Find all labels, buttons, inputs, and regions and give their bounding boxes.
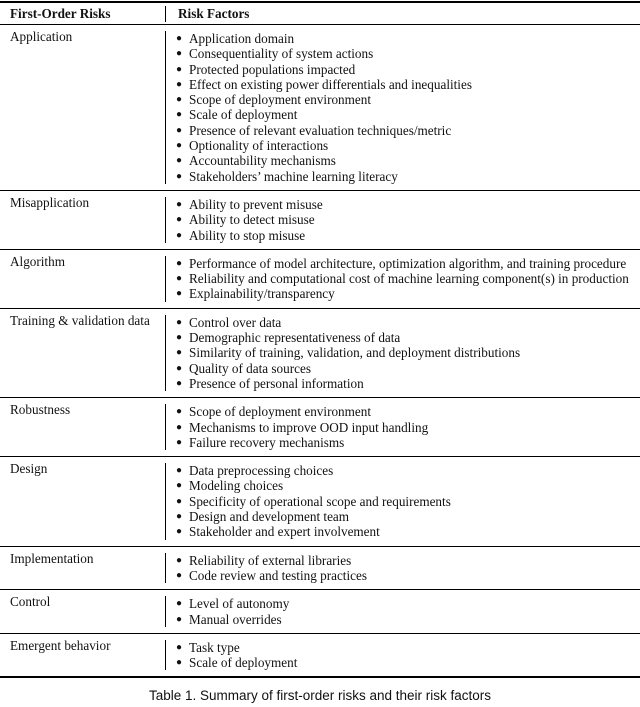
factor-text: Failure recovery mechanisms [189, 434, 345, 450]
list-item [176, 524, 451, 539]
factor-text: Control over data [189, 314, 282, 330]
list-item [176, 612, 289, 627]
list-item [176, 315, 520, 330]
risk-name: Algorithm [10, 253, 65, 269]
table-row [0, 590, 640, 634]
factor-text: Stakeholders’ machine learning literacy [189, 168, 398, 184]
table-row [0, 634, 640, 679]
list-item [176, 553, 367, 568]
bullet-icon: ● [176, 377, 183, 389]
bullet-icon: ● [176, 465, 183, 477]
list-item [176, 107, 472, 122]
risk-factors-list [165, 463, 451, 539]
factor-text: Reliability of external libraries [189, 552, 352, 568]
table-row [0, 191, 640, 250]
list-item [176, 62, 472, 77]
bullet-icon: ● [176, 229, 183, 241]
factor-text: Performance of model architecture, optimization algorithm, and training procedure [189, 255, 627, 271]
list-item [176, 330, 520, 345]
risk-factors-list [165, 256, 629, 302]
risk-name: Misapplication [10, 194, 90, 210]
bullet-icon: ● [176, 362, 183, 374]
factor-text: Scope of deployment environment [189, 404, 372, 420]
factor-text: Protected populations impacted [189, 61, 356, 77]
bullet-icon: ● [176, 124, 183, 136]
factor-text: Level of autonomy [189, 596, 290, 612]
factor-text: Optionality of interactions [189, 138, 329, 154]
bullet-icon: ● [176, 109, 183, 121]
bullet-icon: ● [176, 421, 183, 433]
bullet-icon: ● [176, 140, 183, 152]
bullet-icon: ● [176, 347, 183, 359]
bullet-icon: ● [176, 316, 183, 328]
factor-text: Code review and testing practices [189, 567, 367, 583]
bullet-icon: ● [176, 63, 183, 75]
factor-text: Explainability/transparency [189, 286, 335, 302]
risk-factors-list [165, 197, 323, 243]
risk-name: Design [10, 461, 48, 477]
factor-text: Modeling choices [189, 478, 284, 494]
bullet-icon: ● [176, 78, 183, 90]
factor-text: Consequentiality of system actions [189, 46, 374, 62]
list-item [176, 169, 472, 184]
bullet-icon: ● [176, 598, 183, 610]
table-row [0, 398, 640, 457]
bullet-icon: ● [176, 495, 183, 507]
list-item [176, 256, 629, 271]
factor-text: Task type [189, 639, 240, 655]
bullet-icon: ● [176, 288, 183, 300]
table-body [0, 25, 640, 678]
bullet-icon: ● [176, 406, 183, 418]
factor-text: Scale of deployment [189, 107, 298, 123]
factor-text: Data preprocessing choices [189, 463, 334, 479]
risk-factors-list [165, 315, 520, 391]
list-item [176, 478, 451, 493]
bullet-icon: ● [176, 657, 183, 669]
list-item [176, 568, 367, 583]
bullet-icon: ● [176, 569, 183, 581]
bullet-icon: ● [176, 94, 183, 106]
list-item [176, 197, 323, 212]
factor-text: Specificity of operational scope and requirements [189, 493, 451, 509]
bullet-icon: ● [176, 613, 183, 625]
list-item [176, 509, 451, 524]
risk-factors-list [165, 31, 472, 184]
bullet-icon: ● [176, 214, 183, 226]
list-item [176, 404, 428, 419]
risk-factors-list [165, 404, 428, 450]
bullet-icon: ● [176, 48, 183, 60]
list-item [176, 640, 297, 655]
table-caption: Table 1. Summary of first-order risks and their risk factors [148, 688, 492, 703]
table-row [0, 309, 640, 398]
bullet-icon: ● [176, 332, 183, 344]
list-item [176, 92, 472, 107]
table-row [0, 25, 640, 191]
risk-name: Emergent behavior [10, 637, 111, 653]
list-item [176, 420, 428, 435]
risk-name: Control [10, 594, 51, 610]
list-item [176, 655, 297, 670]
list-item [176, 31, 472, 46]
factor-text: Presence of relevant evaluation techniques/metric [189, 122, 452, 138]
list-item [176, 138, 472, 153]
bullet-icon: ● [176, 641, 183, 653]
table-header [0, 3, 640, 24]
factor-text: Application domain [189, 31, 295, 46]
risk-name: Implementation [10, 550, 94, 566]
table-row [0, 250, 640, 309]
risk-factors-list [165, 640, 297, 671]
list-item [176, 46, 472, 61]
list-item [176, 228, 323, 243]
factor-text: Design and development team [189, 509, 350, 525]
factor-text: Accountability mechanisms [189, 153, 336, 169]
list-item [176, 123, 472, 138]
factor-text: Ability to prevent misuse [189, 196, 323, 212]
bullet-icon: ● [176, 480, 183, 492]
risk-factors-list [165, 553, 367, 584]
factor-text: Quality of data sources [189, 360, 311, 376]
factor-text: Scope of deployment environment [189, 92, 372, 108]
factor-text: Presence of personal information [189, 375, 364, 391]
factor-text: Manual overrides [189, 611, 282, 627]
list-item [176, 596, 289, 611]
risk-factors-list [165, 596, 289, 627]
factor-text: Ability to detect misuse [189, 212, 315, 228]
header-divider [165, 6, 166, 22]
list-item [176, 345, 520, 360]
factor-text: Effect on existing power differentials and inequalities [189, 76, 472, 92]
factor-text: Mechanisms to improve OOD input handling [189, 419, 429, 435]
list-item [176, 153, 472, 168]
factor-text: Reliability and computational cost of machine learning component(s) in production [189, 271, 629, 287]
factor-text: Similarity of training, validation, and deployment distributions [189, 345, 521, 361]
list-item [176, 271, 629, 286]
list-item [176, 286, 629, 301]
bullet-icon: ● [176, 526, 183, 538]
header-first-order-risks: First-Order Risks [10, 5, 111, 21]
list-item [176, 494, 451, 509]
table-row [0, 457, 640, 546]
bullet-icon: ● [176, 436, 183, 448]
risk-name: Robustness [10, 402, 71, 418]
list-item [176, 435, 428, 450]
list-item [176, 463, 451, 478]
bullet-icon: ● [176, 33, 183, 44]
header-risk-factors: Risk Factors [178, 5, 250, 21]
factor-text: Scale of deployment [189, 655, 298, 671]
risk-name: Application [10, 29, 73, 44]
bullet-icon: ● [176, 511, 183, 523]
bullet-icon: ● [176, 273, 183, 285]
bullet-icon: ● [176, 554, 183, 566]
bullet-icon: ● [176, 257, 183, 269]
list-item [176, 376, 520, 391]
factor-text: Stakeholder and expert involvement [189, 524, 380, 540]
list-item [176, 212, 323, 227]
risk-name: Training & validation data [10, 312, 150, 328]
bullet-icon: ● [176, 198, 183, 210]
bullet-icon: ● [176, 155, 183, 167]
list-item [176, 77, 472, 92]
bullet-icon: ● [176, 170, 183, 182]
factor-text: Ability to stop misuse [189, 227, 306, 243]
table-row [0, 547, 640, 591]
factor-text: Demographic representativeness of data [189, 330, 401, 346]
list-item [176, 361, 520, 376]
